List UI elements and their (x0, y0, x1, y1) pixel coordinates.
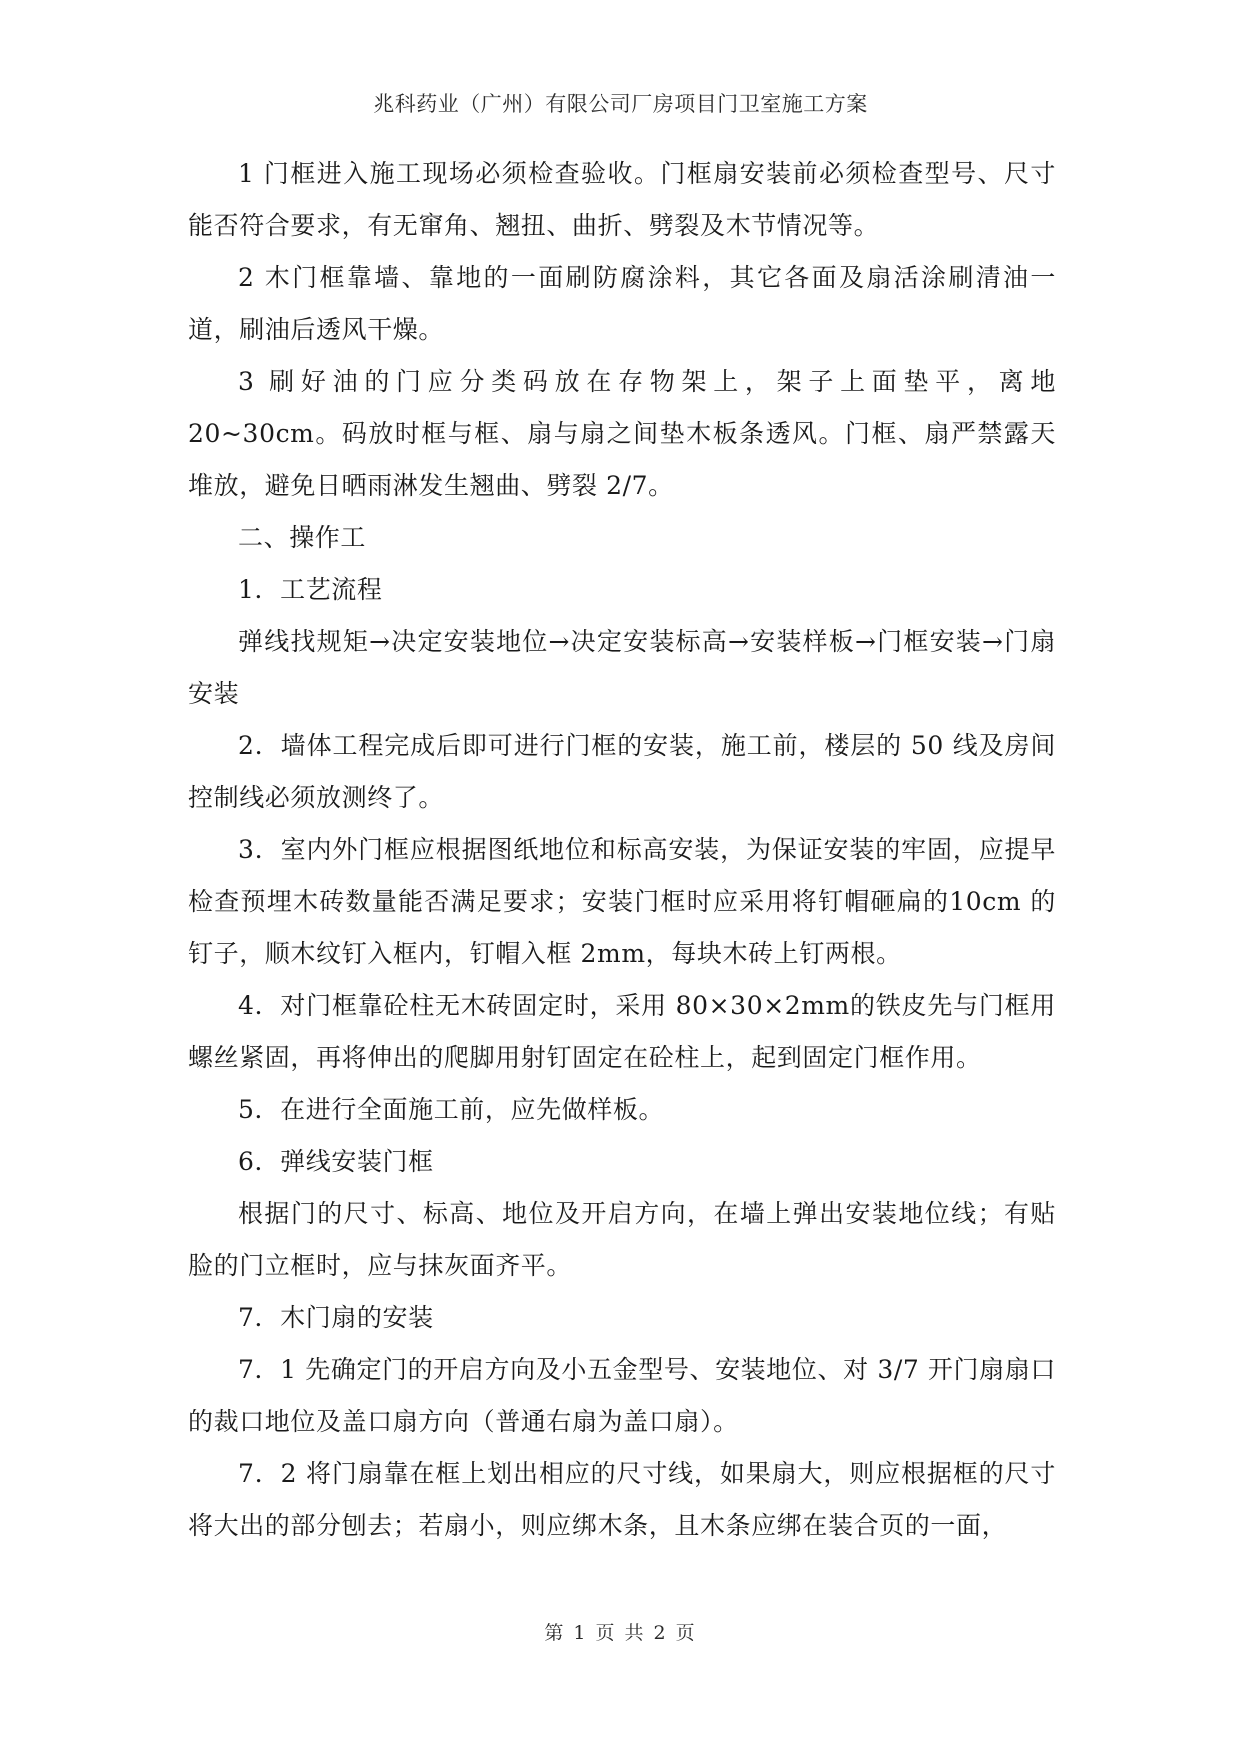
section-heading-operation: 二、操作工 (238, 523, 367, 552)
page-header: 兆科药业（广州）有限公司厂房项目门卫室施工方案 (373, 92, 868, 116)
subheading-door-leaf: 7．木门扇的安装 (238, 1303, 434, 1332)
document-body (188, 148, 1056, 1552)
paragraph-3: 3 刷好油的门应分类码放在存物架上，架子上面垫平，离地 20~30cm。码放时框与框、扇与扇之间垫木板条透风。门框、扇严禁露天堆放，避免日晒雨淋发生翘曲、劈裂 2/7。 (188, 367, 1056, 500)
paragraph-1: 1 门框进入施工现场必须检查验收。门框扇安装前必须检查型号、尺寸能否符合要求，有无窜角、翘扭、曲折、劈裂及木节情况等。 (188, 159, 1056, 240)
paragraph-item-7-1: 7．1 先确定门的开启方向及小五金型号、安装地位、对 3/7 开门扇扇口的裁口地位及盖口扇方向（普通右扇为盖口扇）。 (188, 1355, 1056, 1436)
subheading-frame-install: 6．弹线安装门框 (238, 1147, 434, 1176)
paragraph-2: 2 木门框靠墙、靠地的一面刷防腐涂料，其它各面及扇活涂刷清油一道，刷油后透风干燥。 (188, 263, 1056, 344)
paragraph-item-2: 2．墙体工程完成后即可进行门框的安装，施工前，楼层的 50 线及房间控制线必须放测终了。 (188, 731, 1056, 812)
paragraph-item-4: 4．对门框靠砼柱无木砖固定时，采用 80×30×2mm的铁皮先与门框用螺丝紧固，再将伸出的爬脚用射钉固定在砼柱上，起到固定门框作用。 (188, 991, 1056, 1072)
paragraph-item-5: 5．在进行全面施工前，应先做样板。 (238, 1095, 665, 1124)
paragraph-frame-install: 根据门的尺寸、标高、地位及开启方向，在墙上弹出安装地位线；有贴脸的门立框时，应与抹灰面齐平。 (188, 1199, 1056, 1280)
page-number: 第 1 页 共 2 页 (544, 1622, 697, 1644)
paragraph-process-flow: 弹线找规矩→决定安装地位→决定安装标高→安装样板→门框安装→门扇安装 (188, 627, 1056, 708)
subheading-process-flow: 1．工艺流程 (238, 575, 383, 604)
paragraph-item-3: 3．室内外门框应根据图纸地位和标高安装，为保证安装的牢固，应提早检查预埋木砖数量能否满足要求；安装门框时应采用将钉帽砸扁的10cm 的钉子，顺木纹钉入框内，钉帽入框 2mm，每块木砖上钉两根。 (188, 835, 1056, 968)
paragraph-item-7-2: 7．2 将门扇靠在框上划出相应的尺寸线，如果扇大，则应根据框的尺寸将大出的部分刨去；若扇小，则应绑木条，且木条应绑在装合页的一面， (188, 1459, 1056, 1540)
